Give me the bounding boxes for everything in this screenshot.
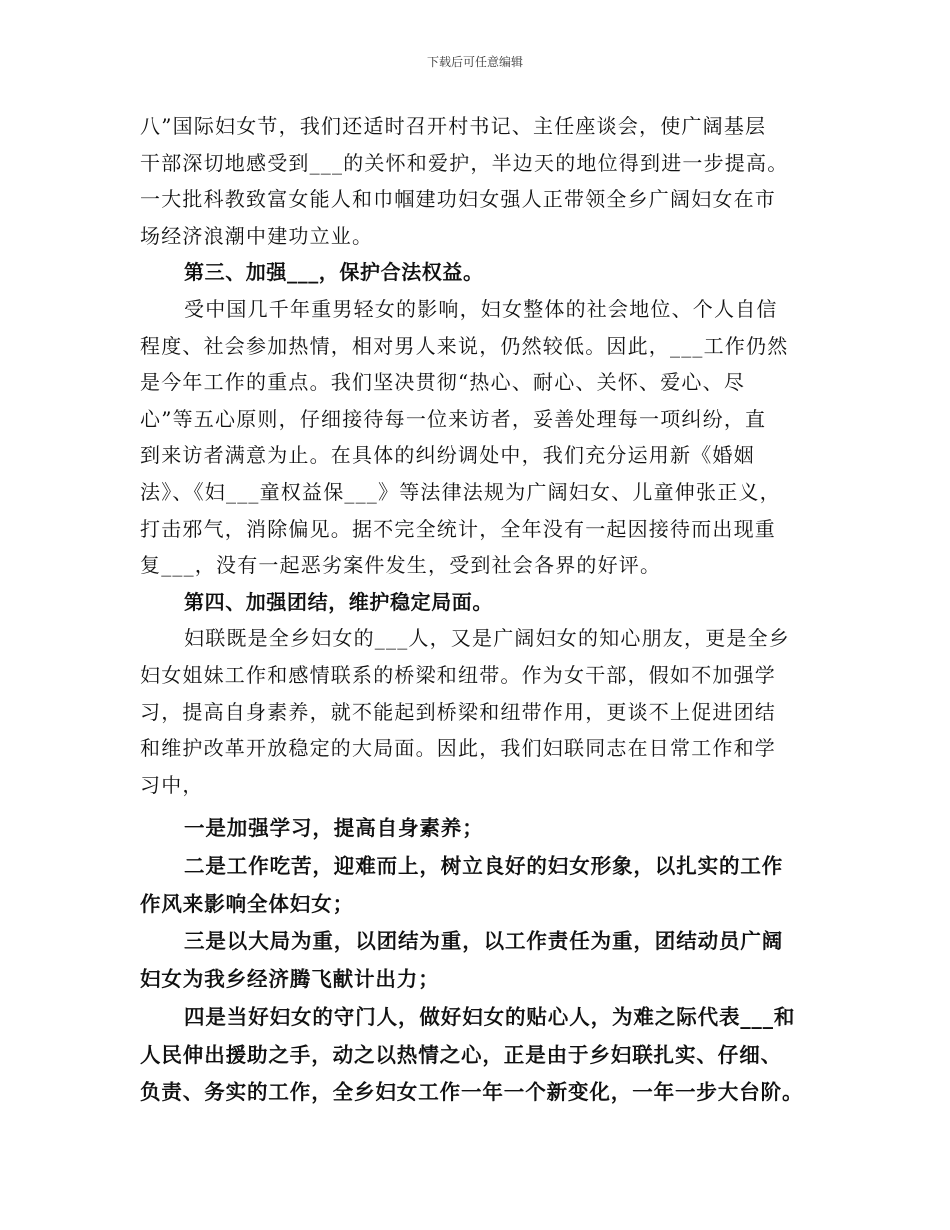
section-heading-line: 第四、加强团结，维护稳定局面。 — [184, 589, 493, 614]
bold-text-line: 妇女为我乡经济腾飞献计出力； — [140, 967, 440, 992]
page-header: 下载后可任意编辑 — [426, 55, 523, 69]
text-line: 心”等五心原则，仔细接待每一位来访者，妥善处理每一项纠纷，直 — [140, 406, 767, 431]
text-line: 妇联既是全乡妇女的___人，又是广阔妇女的知心朋友，更是全乡 — [184, 626, 790, 651]
text-line: 干部深切地感受到___的关怀和爱护，半边天的地位得到进一步提高。 — [140, 150, 789, 175]
text-line: 程度、社会参加热情，相对男人来说，仍然较低。因此，___工作仍然 — [140, 333, 789, 358]
text-line: 到来访者满意为止。在具体的纠纷调处中，我们充分运用新《婚姻 — [140, 443, 755, 468]
text-line: 是今年工作的重点。我们坚决贯彻“热心、耐心、关怀、爱心、尽 — [140, 370, 746, 395]
text-line: 八”国际妇女节，我们还适时召开村书记、主任座谈会，使广阔基层 — [140, 114, 767, 138]
bold-text-line: 负责、务实的工作，全乡妇女工作一年一个新变化，一年一步大台阶。 — [140, 1080, 804, 1105]
text-line: 习，提高自身素养，就不能起到桥梁和纽带作用，更谈不上促进团结 — [140, 699, 776, 724]
bold-text-line: 一是加强学习，提高自身素养； — [184, 816, 484, 841]
text-line: 场经济浪潮中建功立业。 — [140, 223, 374, 248]
text-line: 习中， — [140, 772, 204, 797]
bold-text-line: 作风来影响全体妇女； — [140, 891, 354, 916]
document-body — [140, 108, 812, 1112]
text-line: 法》、《妇___童权益保___》等法律法规为广阔妇女、儿童伸张正义， — [140, 479, 781, 504]
paragraph-gap — [140, 803, 812, 810]
text-line: 一大批科教致富女能人和巾帼建功妇女强人正带领全乡广阔妇女在市 — [140, 187, 776, 212]
text-line: 复___，没有一起恶劣案件发生，受到社会各界的好评。 — [140, 553, 662, 578]
text-line: 打击邪气，消除偏见。据不完全统计，全年没有一起因接待而出现重 — [140, 516, 776, 541]
bold-text-line: 四是当好妇女的守门人，做好妇女的贴心人，为难之际代表___和 — [184, 1004, 796, 1029]
section-heading-line: 第三、加强___，保护合法权益。 — [184, 260, 484, 285]
text-line: 和维护改革开放稳定的大局面。因此，我们妇联同志在日常工作和学 — [140, 736, 776, 761]
bold-text-line: 人民伸出援助之手，动之以热情之心，正是由于乡妇联扎实、仔细、 — [140, 1042, 782, 1067]
bold-text-line: 二是工作吃苦，迎难而上，树立良好的妇女形象，以扎实的工作 — [184, 853, 784, 878]
bold-text-line: 三是以大局为重，以团结为重，以工作责任为重，团结动员广阔 — [184, 929, 784, 954]
text-line: 妇女姐妹工作和感情联系的桥梁和纽带。作为女干部，假如不加强学 — [140, 662, 776, 687]
text-line: 受中国几千年重男轻女的影响，妇女整体的社会地位、个人自信 — [184, 296, 778, 321]
